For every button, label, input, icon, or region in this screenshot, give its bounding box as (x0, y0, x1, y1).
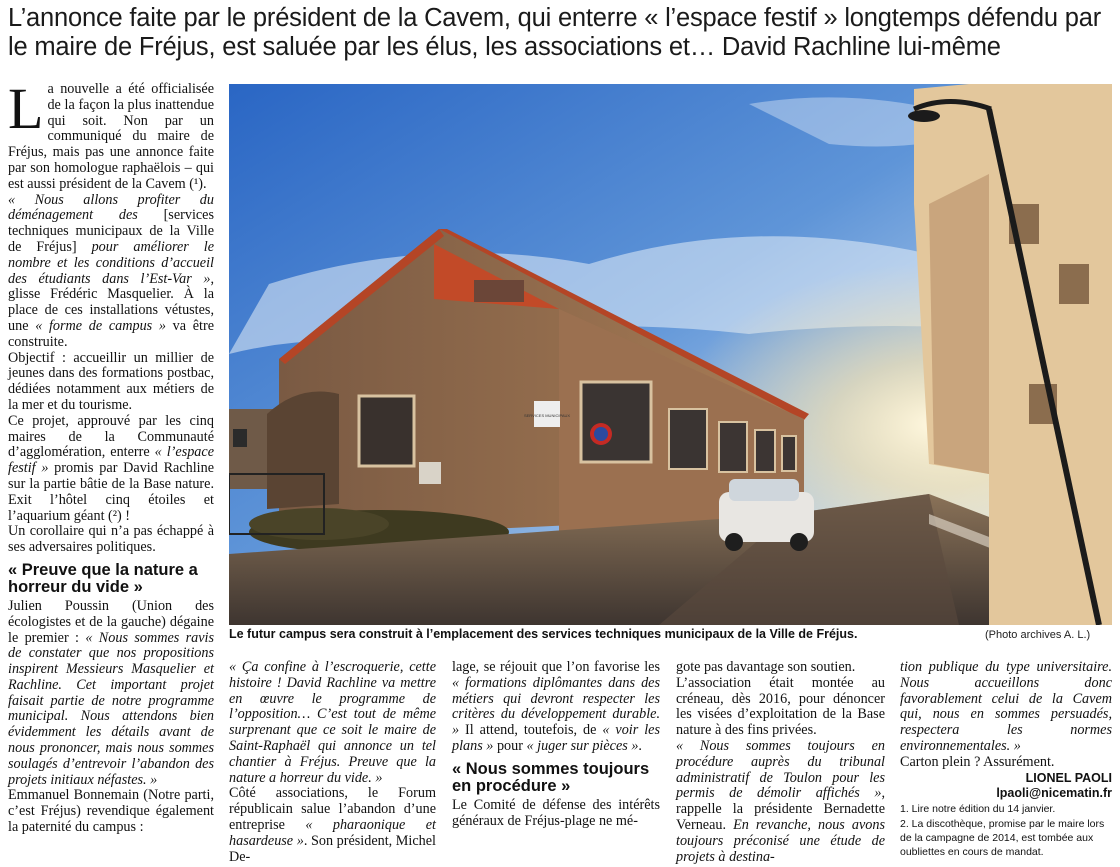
quote: « Nous allons profiter du déménagement des (8, 191, 214, 224)
article-column-4 (676, 660, 885, 865)
paragraph: Carton plein ? Assurément. (900, 753, 1055, 770)
paragraph: « Ça confine à l’escroquerie, cette histoire ! David Rachline va mettre en œuvre le programme de l’opposition… C’est tout de même surprenant que ce soit le maire de Saint-Raphaël qui annonce un tel chantier à Fréjus. Preuve que la nature a horreur du vide. » (229, 659, 436, 786)
text: pour (493, 737, 527, 754)
text: va être construite. (8, 317, 214, 350)
text: . Son président, Michel De- (229, 832, 436, 865)
quote: « juger sur pièces » (526, 737, 639, 754)
quote: « Nous sommes toujours en procédure auprès du tribunal administratif de Toulon pour les permis de démolir affichés » (676, 737, 885, 802)
quote: « l’espace festif » (8, 444, 214, 477)
text: Côté associations, le Forum républicain salue l’abandon d’une entreprise (229, 785, 436, 833)
drop-cap: L (8, 76, 44, 141)
paragraph (229, 786, 436, 865)
quote: pour améliorer le nombre et les conditions d’accueil des étudiants dans l’Est-Var » (8, 238, 214, 287)
paragraph: Objectif : accueillir un millier de jeunes dans des formations postbac, dédiées notamment aux métiers de la mer et du tourisme. (8, 349, 214, 413)
text: lage, se réjouit que l’on favorise les (452, 659, 660, 675)
quote: « Nous sommes ravis de constater que nos propositions inspirent Messieurs Masquelier et Rachline. Cet important projet faisait partie de notre programme municipal. Nous attendons bien évidemment les détails avant de nous prononcer, mais nous sommes soulagés d’entrevoir l’abandon des projets initiaux néfastes. » (8, 629, 214, 788)
quote: « pharaonique et hasardeuse » (229, 816, 436, 849)
subheading: « Preuve que la nature a horreur du vide » (8, 560, 198, 596)
article-column-3 (452, 660, 660, 829)
article-column-2 (229, 660, 436, 865)
paragraph (8, 193, 214, 351)
paragraph: Le Comité de défense des intérêts généraux de Fréjus-plage ne mé- (452, 796, 660, 829)
paragraph: Un corollaire qui n’a pas échappé à ses adversaires politiques. (8, 523, 214, 556)
headline: L’annonce faite par le président de la Cavem, qui enterre « l’espace festif » longtemps défendu par le maire de Fréjus, est saluée par les élus, les associations et… David Rachline lui-même (8, 4, 1101, 61)
campus-site-photo (229, 84, 1112, 625)
paragraph (8, 76, 214, 193)
paragraph: tion publique du type universitaire. Nous accueillons donc favorablement celui de la Cavem qui, nous en sommes persuadés, respectera les normes environnementales. » (900, 659, 1112, 754)
text: , rappelle la présidente Bernadette Verneau. (676, 785, 885, 833)
quote: « forme de campus » (35, 317, 166, 334)
text: . (638, 737, 642, 754)
text: promis par David Rachline sur la partie bâtie de la Base nature. Exit l’hôtel cinq étoiles et l’aquarium géant (²) ! (8, 460, 214, 524)
paragraph (8, 414, 214, 525)
quote: En revanche, nous avons toujours préconisé une étude de projets à destina- (676, 816, 885, 865)
paragraph (452, 660, 660, 755)
footnote: 1. Lire notre édition du 14 janvier. (900, 802, 1056, 815)
author-email[interactable]: lpaoli@nicematin.fr (996, 785, 1112, 800)
article-column-1 (8, 76, 214, 836)
photo-credit: (Photo archives A. L.) (985, 629, 1091, 641)
text: Julien Poussin (Union des écologistes et de la gauche) dégaine le premier : (8, 597, 214, 646)
quote: « voir les plans » (452, 722, 660, 754)
author-name: LIONEL PAOLI (1025, 770, 1112, 785)
paragraph: L’association était montée au créneau, dès 2016, pour dénoncer les visées d’exploitation de la Base nature à des fins privées. (676, 674, 885, 739)
text: [services techniques municipaux de la Ville de Fréjus] (8, 207, 214, 255)
paragraph: Emmanuel Bonnemain (Notre parti, c’est Fréjus) revendique également la paternité du campus : (8, 787, 214, 836)
paragraph: gote pas davantage son soutien. (676, 659, 856, 675)
text: Il attend, toutefois, de (459, 722, 603, 739)
footnote: 2. La discothèque, promise par le maire lors de la campagne de 2014, est tombée aux oubliettes en cours de mandat. (900, 817, 1105, 858)
paragraph (676, 739, 885, 865)
sign-text: SERVICES MUNICIPAUX (523, 413, 571, 418)
article-column-5 (900, 660, 1112, 859)
text: , glisse Frédéric Masquelier. À la place de ces installations vétustes, une (8, 270, 214, 334)
photo-caption: Le futur campus sera construit à l’emplacement des services techniques municipaux de la Ville de Fréjus. (229, 627, 858, 641)
text: a nouvelle a été officialisée de la façon la plus inattendue qui soit. Non par un communiqué du maire de Fréjus, mais pas une annonce faite par son homologue raphaëlois – qui est aussi président de la Cavem (¹). (8, 81, 214, 192)
subheading: « Nous sommes toujours en procédure » (452, 759, 650, 795)
article-photo (229, 84, 1112, 625)
text: Ce projet, approuvé par les cinq maires de la Communauté d’agglomération, enterre (8, 412, 214, 461)
quote: « formations diplômantes dans des métiers qui devront respecter les critères du développement durable. » (452, 674, 660, 739)
paragraph (8, 599, 214, 789)
